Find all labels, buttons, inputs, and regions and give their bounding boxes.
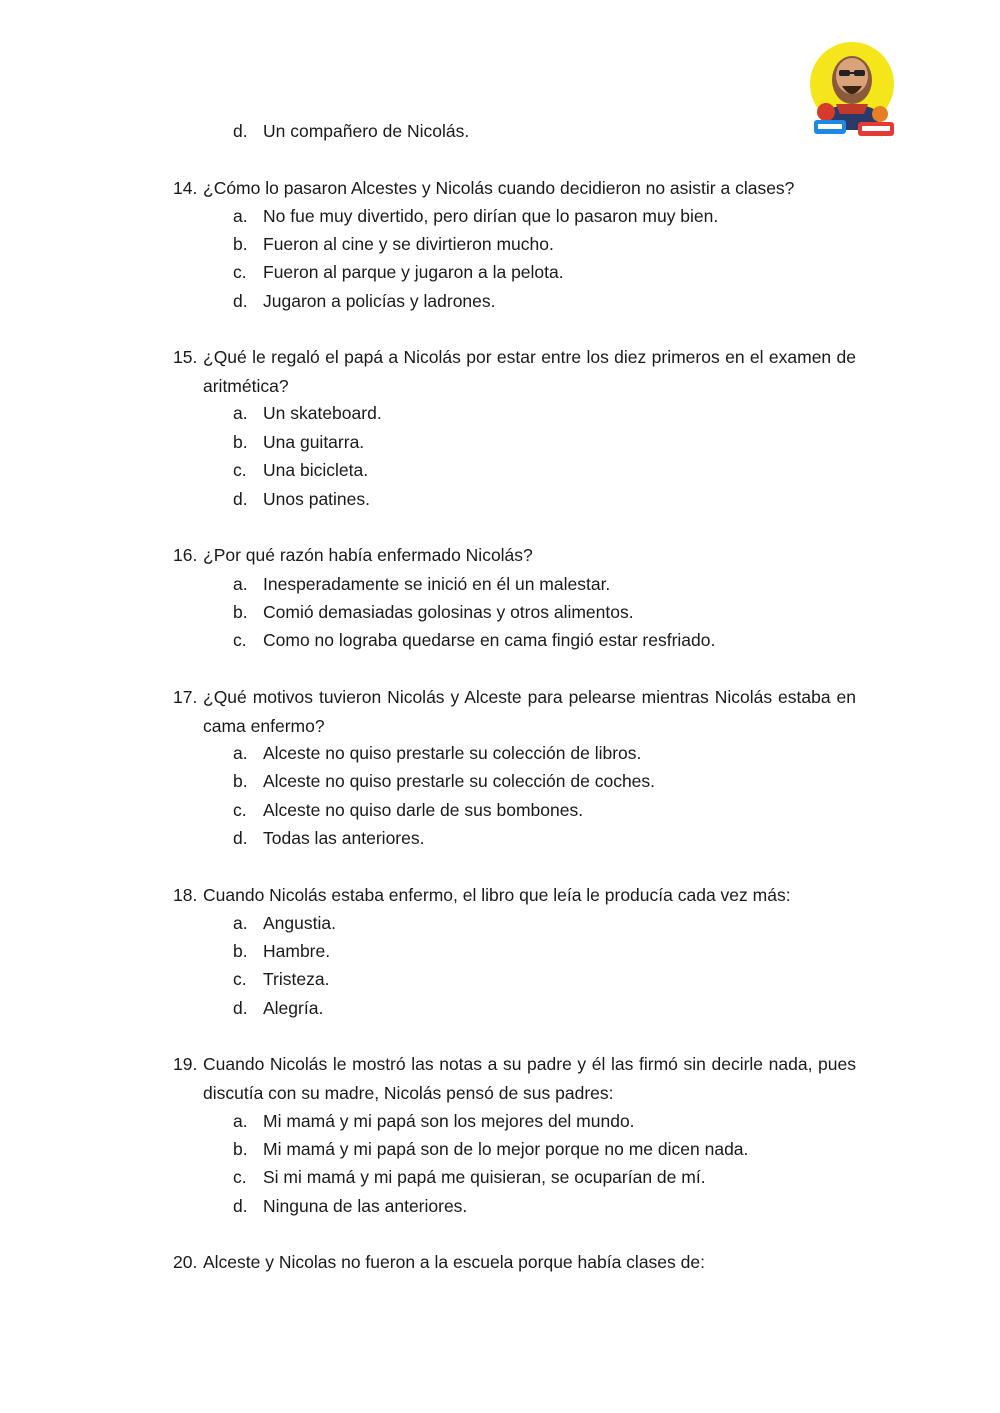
question-text: ¿Por qué razón había enfermado Nicolás? bbox=[203, 545, 533, 565]
option-18d bbox=[233, 994, 323, 1022]
question-number: 17. bbox=[173, 687, 198, 707]
option-text: Unos patines. bbox=[263, 489, 371, 509]
option-17d bbox=[233, 824, 424, 852]
option-letter: c. bbox=[233, 262, 247, 282]
option-text: Hambre. bbox=[263, 941, 331, 961]
option-text: Comió demasiadas golosinas y otros alimentos. bbox=[263, 602, 634, 622]
option-text: Todas las anteriores. bbox=[263, 828, 425, 848]
option-text: Como no lograba quedarse en cama fingió estar resfriado. bbox=[263, 630, 716, 650]
option-letter: a. bbox=[233, 743, 248, 763]
question-text: ¿Qué motivos tuvieron Nicolás y Alceste para pelearse mientras Nicolás estaba en cama enfermo? bbox=[203, 687, 856, 736]
option-18b bbox=[233, 937, 330, 965]
option-letter: d. bbox=[233, 1196, 248, 1216]
option-19d bbox=[233, 1192, 467, 1220]
option-17c bbox=[233, 796, 583, 824]
option-text: No fue muy divertido, pero dirían que lo pasaron muy bien. bbox=[263, 206, 719, 226]
option-letter: a. bbox=[233, 206, 248, 226]
question-text: ¿Cómo lo pasaron Alcestes y Nicolás cuando decidieron no asistir a clases? bbox=[203, 178, 795, 198]
option-text: Angustia. bbox=[263, 913, 336, 933]
option-letter: a. bbox=[233, 574, 248, 594]
option-text: Alceste no quiso prestarle su colección de libros. bbox=[263, 743, 642, 763]
option-text: Si mi mamá y mi papá me quisieran, se ocuparían de mí. bbox=[263, 1167, 706, 1187]
option-16c bbox=[233, 626, 715, 654]
question-17 bbox=[173, 683, 856, 740]
question-18 bbox=[173, 881, 856, 910]
option-15d bbox=[233, 485, 370, 513]
option-letter: d. bbox=[233, 998, 248, 1018]
option-letter: a. bbox=[233, 403, 248, 423]
question-number: 18. bbox=[173, 885, 198, 905]
option-letter: c. bbox=[233, 460, 247, 480]
option-text: Una guitarra. bbox=[263, 432, 365, 452]
option-text: Inesperadamente se inició en él un malestar. bbox=[263, 574, 611, 594]
option-text: Tristeza. bbox=[263, 969, 330, 989]
carry-option bbox=[233, 117, 469, 145]
option-15b bbox=[233, 428, 364, 456]
option-letter: c. bbox=[233, 1167, 247, 1187]
question-number: 15. bbox=[173, 347, 198, 367]
option-letter: c. bbox=[233, 800, 247, 820]
option-letter: c. bbox=[233, 969, 247, 989]
question-text: Cuando Nicolás le mostró las notas a su padre y él las firmó sin decirle nada, pues discutía con su madre, Nicolás pensó de sus padres: bbox=[203, 1054, 856, 1103]
option-text: Fueron al cine y se divirtieron mucho. bbox=[263, 234, 554, 254]
option-letter: d. bbox=[233, 489, 248, 509]
option-14b bbox=[233, 230, 554, 258]
option-text: Fueron al parque y jugaron a la pelota. bbox=[263, 262, 564, 282]
question-text: Cuando Nicolás estaba enfermo, el libro que leía le producía cada vez más: bbox=[203, 885, 791, 905]
option-letter: b. bbox=[233, 941, 248, 961]
option-letter: b. bbox=[233, 602, 248, 622]
option-16a bbox=[233, 570, 610, 598]
logo-badge-icon bbox=[806, 40, 898, 144]
option-text: Mi mamá y mi papá son de lo mejor porque no me dicen nada. bbox=[263, 1139, 749, 1159]
question-number: 14. bbox=[173, 178, 198, 198]
option-14a bbox=[233, 202, 718, 230]
option-text: Un compañero de Nicolás. bbox=[263, 121, 470, 141]
option-text: Alegría. bbox=[263, 998, 324, 1018]
option-19b bbox=[233, 1135, 748, 1163]
option-text: Una bicicleta. bbox=[263, 460, 369, 480]
option-19c bbox=[233, 1163, 706, 1191]
option-letter: d. bbox=[233, 291, 248, 311]
option-text: Alceste no quiso prestarle su colección de coches. bbox=[263, 771, 656, 791]
option-letter: b. bbox=[233, 771, 248, 791]
option-letter: a. bbox=[233, 913, 248, 933]
option-17b bbox=[233, 767, 655, 795]
option-15c bbox=[233, 456, 368, 484]
option-17a bbox=[233, 739, 641, 767]
option-text: Jugaron a policías y ladrones. bbox=[263, 291, 496, 311]
question-number: 20. bbox=[173, 1252, 198, 1272]
question-text: Alceste y Nicolas no fueron a la escuela porque había clases de: bbox=[203, 1252, 705, 1272]
option-14c bbox=[233, 258, 564, 286]
option-letter: b. bbox=[233, 1139, 248, 1159]
option-18a bbox=[233, 909, 336, 937]
question-number: 16. bbox=[173, 545, 198, 565]
question-text: ¿Qué le regaló el papá a Nicolás por estar entre los diez primeros en el examen de aritmética? bbox=[203, 347, 856, 396]
question-19 bbox=[173, 1050, 856, 1107]
option-text: Alceste no quiso darle de sus bombones. bbox=[263, 800, 584, 820]
question-14 bbox=[173, 174, 856, 203]
option-text: Mi mamá y mi papá son los mejores del mundo. bbox=[263, 1111, 635, 1131]
option-14d bbox=[233, 287, 496, 315]
option-15a bbox=[233, 399, 382, 427]
question-16 bbox=[173, 541, 856, 570]
option-letter: b. bbox=[233, 432, 248, 452]
question-20 bbox=[173, 1248, 856, 1277]
option-text: Ninguna de las anteriores. bbox=[263, 1196, 468, 1216]
option-letter: c. bbox=[233, 630, 247, 650]
option-16b bbox=[233, 598, 634, 626]
option-letter: d. bbox=[233, 828, 248, 848]
option-letter: b. bbox=[233, 234, 248, 254]
option-letter: a. bbox=[233, 1111, 248, 1131]
question-number: 19. bbox=[173, 1054, 198, 1074]
option-18c bbox=[233, 965, 329, 993]
option-19a bbox=[233, 1107, 635, 1135]
option-text: Un skateboard. bbox=[263, 403, 382, 423]
question-15 bbox=[173, 343, 856, 400]
option-letter: d. bbox=[233, 121, 248, 141]
